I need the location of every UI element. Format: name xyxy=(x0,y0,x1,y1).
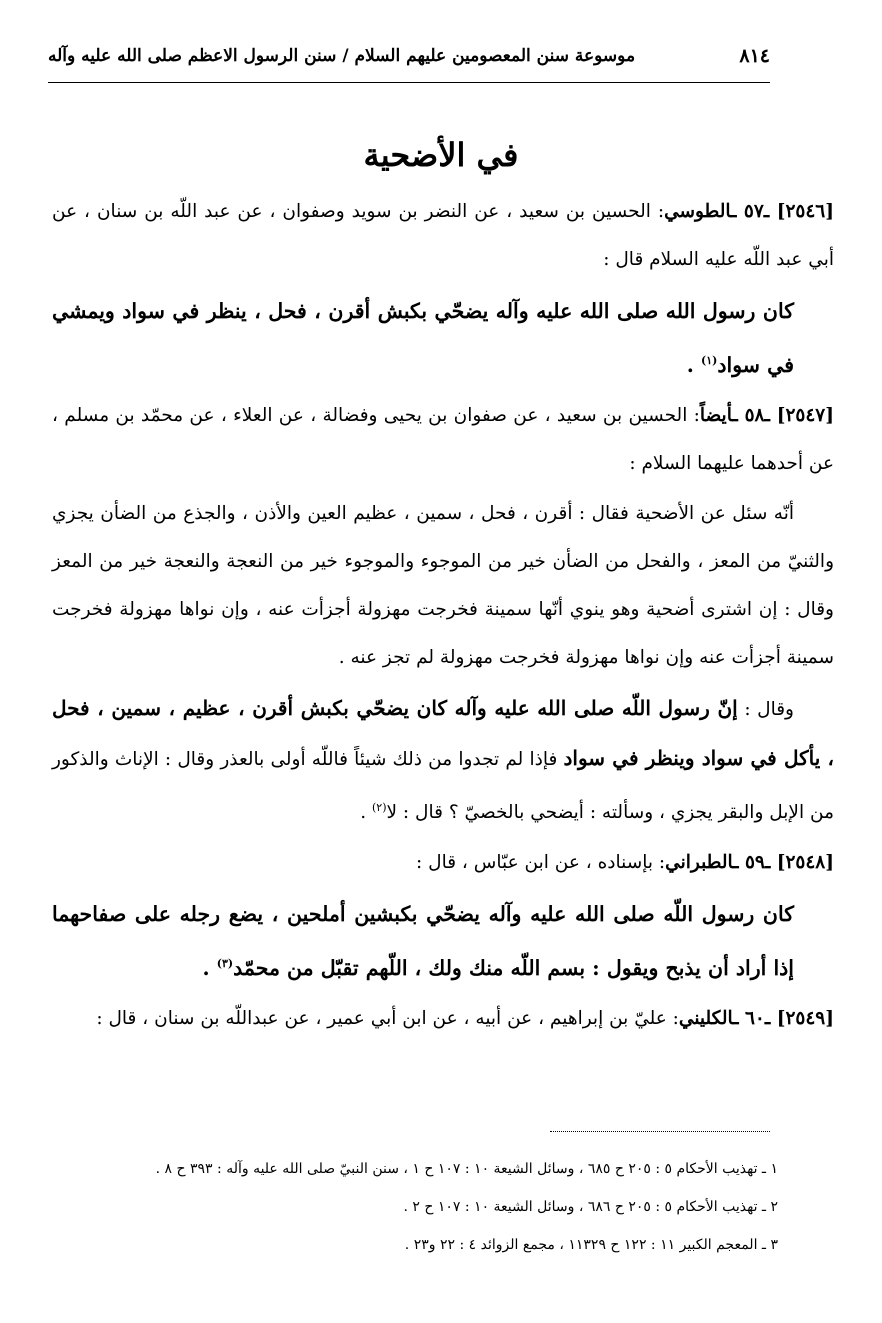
section-heading: في الأضحية xyxy=(363,136,519,174)
entry-2549 xyxy=(52,995,834,1043)
entry-chain: : الحسين بن سعيد ، عن النضر بن سويد وصفوان ، عن عبد اللّه بن سنان ، عن أبي عبد اللّه عليه السلام قال : xyxy=(52,201,834,270)
hadith-bold-text: إنّ رسول اللّه صلى الله عليه وآله كان يضحّي بكبش أقرن ، عظيم ، سمين ، فحل ، يأكل في سواد وينظر في سواد xyxy=(52,695,835,770)
hadith-paragraph: أنّه سئل عن الأضحية فقال : أقرن ، فحل ، سمين ، عظيم العين والأذن ، والجذع من الضأن يجزي والثنيّ من المعز ، والفحل من الضأن خير من الموجوء والموجوء خير من النعجة والنعجة خير من المعز وقال : إن اشترى أضحية وهو ينوي أنّها سمينة فخرجت مهزولة أجزأت عنه ، وإن نواها مهزولة فخرجت سمينة أجزأت عنه وإن نواها مهزولة فخرجت مهزولة لم تجز عنه . xyxy=(52,502,834,668)
entry-heading: [٢٥٤٦] ـ٥٧ ـالطوسي xyxy=(664,201,834,222)
main-text xyxy=(52,188,834,1045)
footnote-marker: (٢) xyxy=(371,800,387,814)
footnotes xyxy=(60,1150,778,1264)
footnote-marker: (١) xyxy=(701,354,718,367)
entry-2547 xyxy=(52,392,834,488)
footnote-marker: (٣) xyxy=(216,956,234,970)
entry-2548 xyxy=(52,839,834,887)
header-divider xyxy=(48,82,770,83)
hadith-text: كان رسول اللّه صلى الله عليه وآله يضحّي بكبشين أملحين ، يضع رجله على صفاحهما إذا أراد أن يذبح ويقول : بسم اللّه منك ولك ، اللّهم تقبّل من محمّد$^{(٣)}$ . xyxy=(52,901,794,980)
hadith-body: كان رسول الله صلى الله عليه وآله يضحّي بكبش أقرن ، فحل ، ينظر في سواد ويمشي في سواد xyxy=(52,299,794,377)
entry-heading: [٢٥٤٨] ـ٥٩ ـالطبراني xyxy=(665,851,834,873)
entry-chain: : عليّ بن إبراهيم ، عن أبيه ، عن ابن أبي عمير ، عن عبداللّه بن سنان ، قال : xyxy=(96,1007,679,1029)
hadith-text: كان رسول الله صلى الله عليه وآله يضحّي بكبش أقرن ، فحل ، ينظر في سواد ويمشي في سواد$^{(١)}$ . xyxy=(52,299,794,377)
hadith-body: كان رسول اللّه صلى الله عليه وآله يضحّي بكبشين أملحين ، يضع رجله على صفاحهما إذا أراد أن يذبح ويقول : بسم اللّه منك ولك ، اللّهم تقبّل من محمّد xyxy=(52,901,794,980)
entry-heading: [٢٥٤٧] ـ٥٨ ـأيضاً xyxy=(699,404,834,426)
hadith-lead: وقال : xyxy=(744,698,794,720)
running-header-title: موسوعة سنن المعصومين عليهم السلام / سنن الرسول الاعظم صلى الله عليه وآله xyxy=(48,46,636,66)
entry-2546 xyxy=(52,188,834,284)
entry-chain: : بإسناده ، عن ابن عبّاس ، قال : xyxy=(416,851,666,873)
hadith-paragraph: وقال : إنّ رسول اللّه صلى الله عليه وآله كان يضحّي بكبش أقرن ، عظيم ، سمين ، فحل ، يأكل في سواد وينظر في سواد فإذا لم تجدوا من ذلك شيئاً فاللّه أولى بالعذر وقال : الإناث والذكور من الإبل والبقر يجزي ، وسألته : أيضحي بالخصيّ ؟ قال : لا$^{(٢)}$ . xyxy=(52,695,835,823)
running-header xyxy=(48,36,770,76)
hadith-rest: فإذا لم تجدوا من ذلك شيئاً فاللّه أولى بالعذر وقال : الإناث والذكور من الإبل والبقر يجزي ، وسألته : أيضحي بالخصيّ ؟ قال : لا xyxy=(52,748,834,823)
footnote-3: ٣ ـ المعجم الكبير ١١ : ١٢٢ ح ١١٣٢٩ ، مجمع الزوائد ٤ : ٢٢ و٢٣ . xyxy=(404,1237,778,1253)
entry-heading: [٢٥٤٩] ـ٦٠ ـالكليني xyxy=(678,1007,834,1029)
page-number: ٨١٤ xyxy=(739,45,770,67)
footnote-2: ٢ ـ تهذيب الأحكام ٥ : ٢٠٥ ح ٦٨٦ ، وسائل الشيعة ١٠ : ١٠٧ ح ٢ . xyxy=(403,1199,778,1215)
footnote-divider xyxy=(550,1131,770,1132)
entry-chain: : الحسين بن سعيد ، عن صفوان بن يحيى وفضالة ، عن العلاء ، عن محمّد بن مسلم ، عن أحدهما عليهما السلام : xyxy=(52,404,834,474)
footnote-1: ١ ـ تهذيب الأحكام ٥ : ٢٠٥ ح ٦٨٥ ، وسائل الشيعة ١٠ : ١٠٧ ح ١ ، سنن النبيّ صلى الله عليه وآله : ٣٩٣ ح ٨ . xyxy=(155,1161,778,1177)
